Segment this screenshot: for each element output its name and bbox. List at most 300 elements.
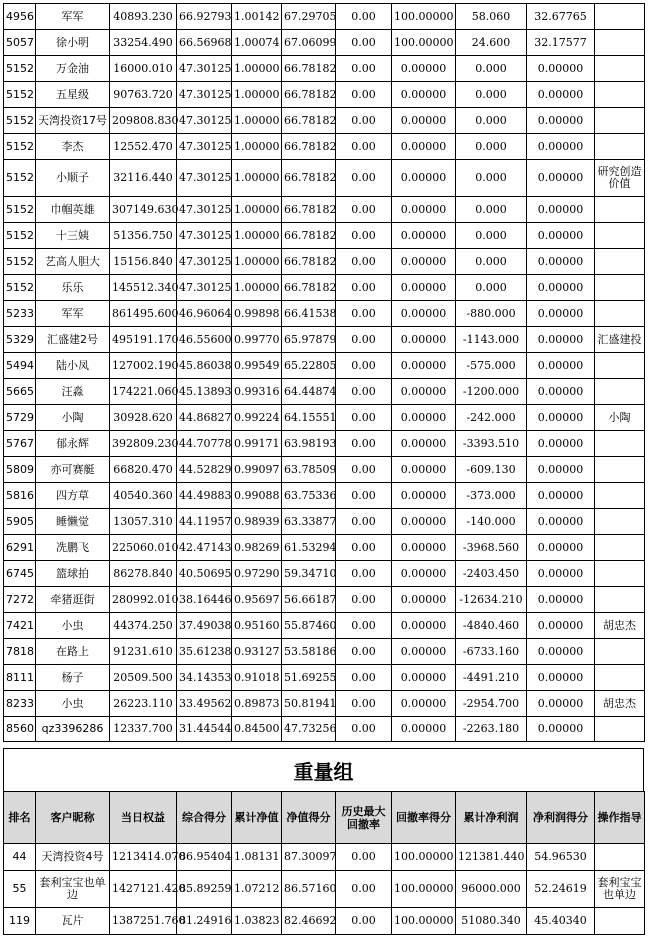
- drawdown-score-cell: 0.00000: [392, 509, 456, 535]
- cumulative-nav-cell: 1.08131: [232, 844, 282, 871]
- net-profit-cell: 0.000: [456, 275, 527, 301]
- profit-score-cell: 0.00000: [527, 431, 595, 457]
- nickname-cell: 小陶: [36, 405, 110, 431]
- drawdown-score-cell: 0.00000: [392, 431, 456, 457]
- net-profit-cell: -609.130: [456, 457, 527, 483]
- drawdown-score-cell: 0.00000: [392, 160, 456, 197]
- cumulative-nav-cell: 0.99316: [232, 379, 282, 405]
- profit-score-cell: 45.40340: [527, 908, 595, 935]
- nickname-cell: 瓦片: [36, 908, 110, 935]
- net-profit-cell: 0.000: [456, 160, 527, 197]
- guidance-cell: [595, 108, 645, 134]
- guidance-cell: [595, 587, 645, 613]
- composite-score-cell: 34.14353: [177, 665, 232, 691]
- max-drawdown-cell: 0.00: [336, 249, 392, 275]
- cumulative-nav-cell: 1.00000: [232, 108, 282, 134]
- profit-score-cell: 0.00000: [527, 327, 595, 353]
- rank-cell: 8233: [4, 691, 36, 717]
- guidance-cell: [595, 197, 645, 223]
- composite-score-cell: 66.92793: [177, 4, 232, 30]
- table-row: [4, 275, 645, 301]
- composite-score-cell: 47.30125: [177, 160, 232, 197]
- cumulative-nav-cell: 1.00000: [232, 82, 282, 108]
- drawdown-score-cell: 0.00000: [392, 535, 456, 561]
- max-drawdown-cell: 0.00: [336, 509, 392, 535]
- cumulative-nav-cell: 0.95160: [232, 613, 282, 639]
- nickname-cell: 徐小明: [36, 30, 110, 56]
- composite-score-cell: 46.55600: [177, 327, 232, 353]
- table-row: [4, 249, 645, 275]
- nav-score-cell: 67.06099: [282, 30, 336, 56]
- guidance-cell: 研究创造价值: [595, 160, 645, 197]
- max-drawdown-cell: 0.00: [336, 134, 392, 160]
- profit-score-cell: 0.00000: [527, 509, 595, 535]
- nav-score-cell: 64.15551: [282, 405, 336, 431]
- rank-cell: 5665: [4, 379, 36, 405]
- table-row: [4, 717, 645, 742]
- drawdown-score-cell: 0.00000: [392, 483, 456, 509]
- profit-score-cell: 0.00000: [527, 82, 595, 108]
- equity-cell: 307149.630: [110, 197, 177, 223]
- guidance-cell: [595, 717, 645, 742]
- nav-score-cell: 47.73256: [282, 717, 336, 742]
- rank-cell: 7421: [4, 613, 36, 639]
- composite-score-cell: 44.52829: [177, 457, 232, 483]
- equity-cell: 90763.720: [110, 82, 177, 108]
- rank-cell: 5152: [4, 82, 36, 108]
- nav-score-cell: 86.57160: [282, 871, 336, 908]
- net-profit-cell: -1200.000: [456, 379, 527, 405]
- table-row: [4, 160, 645, 197]
- rank-cell: 5152: [4, 134, 36, 160]
- max-drawdown-cell: 0.00: [336, 717, 392, 742]
- table-row: [4, 691, 645, 717]
- nav-score-cell: 66.78182: [282, 197, 336, 223]
- cumulative-nav-cell: 0.98269: [232, 535, 282, 561]
- cumulative-nav-cell: 0.99088: [232, 483, 282, 509]
- drawdown-score-cell: 0.00000: [392, 108, 456, 134]
- drawdown-score-cell: 100.00000: [392, 908, 456, 935]
- drawdown-score-cell: 0.00000: [392, 587, 456, 613]
- rank-cell: 55: [4, 871, 36, 908]
- rank-cell: 5494: [4, 353, 36, 379]
- guidance-cell: [595, 275, 645, 301]
- table-row: [4, 665, 645, 691]
- section-title: 重量组: [3, 748, 644, 791]
- table-row: [4, 108, 645, 134]
- nav-score-cell: 66.78182: [282, 134, 336, 160]
- net-profit-cell: -2403.450: [456, 561, 527, 587]
- max-drawdown-cell: 0.00: [336, 871, 392, 908]
- max-drawdown-cell: 0.00: [336, 535, 392, 561]
- equity-cell: 12552.470: [110, 134, 177, 160]
- net-profit-cell: -242.000: [456, 405, 527, 431]
- equity-cell: 1213414.070: [110, 844, 177, 871]
- nav-score-cell: 63.78509: [282, 457, 336, 483]
- nav-score-cell: 56.66187: [282, 587, 336, 613]
- drawdown-score-cell: 0.00000: [392, 56, 456, 82]
- nickname-cell: 艺高人胆大: [36, 249, 110, 275]
- cumulative-nav-cell: 0.89873: [232, 691, 282, 717]
- net-profit-cell: 96000.000: [456, 871, 527, 908]
- equity-cell: 280992.010: [110, 587, 177, 613]
- equity-cell: 86278.840: [110, 561, 177, 587]
- net-profit-cell: -2954.700: [456, 691, 527, 717]
- drawdown-score-cell: 0.00000: [392, 665, 456, 691]
- composite-score-cell: 45.13893: [177, 379, 232, 405]
- nickname-cell: 乐乐: [36, 275, 110, 301]
- table-row: [4, 301, 645, 327]
- max-drawdown-cell: 0.00: [336, 587, 392, 613]
- rank-cell: 7272: [4, 587, 36, 613]
- nickname-cell: 陆小凤: [36, 353, 110, 379]
- nav-score-cell: 55.87460: [282, 613, 336, 639]
- rank-cell: 5233: [4, 301, 36, 327]
- drawdown-score-cell: 0.00000: [392, 223, 456, 249]
- guidance-cell: [595, 908, 645, 935]
- guidance-cell: [595, 509, 645, 535]
- profit-score-cell: 0.00000: [527, 613, 595, 639]
- guidance-cell: [595, 483, 645, 509]
- rank-cell: 5809: [4, 457, 36, 483]
- drawdown-score-cell: 0.00000: [392, 197, 456, 223]
- cumulative-nav-cell: 0.91018: [232, 665, 282, 691]
- table-row: [4, 4, 645, 30]
- net-profit-cell: 0.000: [456, 108, 527, 134]
- net-profit-cell: -1143.000: [456, 327, 527, 353]
- nav-score-cell: 61.53294: [282, 535, 336, 561]
- guidance-cell: [595, 639, 645, 665]
- rank-cell: 5767: [4, 431, 36, 457]
- composite-score-cell: 47.30125: [177, 134, 232, 160]
- guidance-cell: [595, 431, 645, 457]
- table-row: [4, 639, 645, 665]
- header-cumulative-nav: 累计净值: [232, 792, 282, 844]
- rank-cell: 5152: [4, 275, 36, 301]
- net-profit-cell: -373.000: [456, 483, 527, 509]
- equity-cell: 51356.750: [110, 223, 177, 249]
- cumulative-nav-cell: 1.00000: [232, 56, 282, 82]
- table-row: [4, 844, 645, 871]
- cumulative-nav-cell: 1.00074: [232, 30, 282, 56]
- equity-cell: 861495.600: [110, 301, 177, 327]
- cumulative-nav-cell: 0.97290: [232, 561, 282, 587]
- net-profit-cell: -3393.510: [456, 431, 527, 457]
- table-row: [4, 908, 645, 935]
- drawdown-score-cell: 0.00000: [392, 275, 456, 301]
- profit-score-cell: 0.00000: [527, 353, 595, 379]
- max-drawdown-cell: 0.00: [336, 665, 392, 691]
- composite-score-cell: 81.24916: [177, 908, 232, 935]
- equity-cell: 66820.470: [110, 457, 177, 483]
- table-row: [4, 56, 645, 82]
- drawdown-score-cell: 0.00000: [392, 327, 456, 353]
- max-drawdown-cell: 0.00: [336, 30, 392, 56]
- profit-score-cell: 0.00000: [527, 457, 595, 483]
- table-row: [4, 30, 645, 56]
- table-row: [4, 509, 645, 535]
- equity-cell: 40540.360: [110, 483, 177, 509]
- rank-cell: 5905: [4, 509, 36, 535]
- drawdown-score-cell: 0.00000: [392, 457, 456, 483]
- composite-score-cell: 38.16446: [177, 587, 232, 613]
- nickname-cell: 小虫: [36, 691, 110, 717]
- profit-score-cell: 0.00000: [527, 639, 595, 665]
- nickname-cell: 亦可赛艇: [36, 457, 110, 483]
- net-profit-cell: 51080.340: [456, 908, 527, 935]
- guidance-cell: [595, 249, 645, 275]
- rank-cell: 5152: [4, 197, 36, 223]
- cumulative-nav-cell: 1.00000: [232, 275, 282, 301]
- header-composite-score: 综合得分: [177, 792, 232, 844]
- guidance-cell: [595, 30, 645, 56]
- composite-score-cell: 37.49038: [177, 613, 232, 639]
- profit-score-cell: 0.00000: [527, 197, 595, 223]
- net-profit-cell: 121381.440: [456, 844, 527, 871]
- cumulative-nav-cell: 0.99770: [232, 327, 282, 353]
- drawdown-score-cell: 100.00000: [392, 844, 456, 871]
- composite-score-cell: 47.30125: [177, 82, 232, 108]
- nickname-cell: 小虫: [36, 613, 110, 639]
- drawdown-score-cell: 0.00000: [392, 301, 456, 327]
- nav-score-cell: 65.97879: [282, 327, 336, 353]
- guidance-cell: [595, 665, 645, 691]
- profit-score-cell: 0.00000: [527, 56, 595, 82]
- rank-cell: 8560: [4, 717, 36, 742]
- guidance-cell: 小陶: [595, 405, 645, 431]
- drawdown-score-cell: 0.00000: [392, 717, 456, 742]
- rank-cell: 5152: [4, 108, 36, 134]
- net-profit-cell: -12634.210: [456, 587, 527, 613]
- nav-score-cell: 63.98193: [282, 431, 336, 457]
- nickname-cell: 军军: [36, 4, 110, 30]
- cumulative-nav-cell: 0.99549: [232, 353, 282, 379]
- net-profit-cell: 0.000: [456, 249, 527, 275]
- max-drawdown-cell: 0.00: [336, 431, 392, 457]
- cumulative-nav-cell: 0.99097: [232, 457, 282, 483]
- max-drawdown-cell: 0.00: [336, 223, 392, 249]
- table-row: [4, 561, 645, 587]
- ranking-table-heavy-group: [3, 791, 645, 935]
- rank-cell: 5057: [4, 30, 36, 56]
- net-profit-cell: -4491.210: [456, 665, 527, 691]
- net-profit-cell: 24.600: [456, 30, 527, 56]
- net-profit-cell: -3968.560: [456, 535, 527, 561]
- composite-score-cell: 45.86038: [177, 353, 232, 379]
- guidance-cell: 套利宝宝也单边: [595, 871, 645, 908]
- profit-score-cell: 0.00000: [527, 561, 595, 587]
- net-profit-cell: -880.000: [456, 301, 527, 327]
- nav-score-cell: 66.78182: [282, 275, 336, 301]
- nickname-cell: 郁永辉: [36, 431, 110, 457]
- net-profit-cell: -4840.460: [456, 613, 527, 639]
- max-drawdown-cell: 0.00: [336, 379, 392, 405]
- nickname-cell: 天湾投资17号: [36, 108, 110, 134]
- rank-cell: 5329: [4, 327, 36, 353]
- profit-score-cell: 0.00000: [527, 535, 595, 561]
- table-row: [4, 82, 645, 108]
- max-drawdown-cell: 0.00: [336, 301, 392, 327]
- composite-score-cell: 47.30125: [177, 108, 232, 134]
- rank-cell: 5816: [4, 483, 36, 509]
- max-drawdown-cell: 0.00: [336, 457, 392, 483]
- profit-score-cell: 0.00000: [527, 301, 595, 327]
- guidance-cell: [595, 535, 645, 561]
- equity-cell: 1387251.760: [110, 908, 177, 935]
- equity-cell: 145512.340: [110, 275, 177, 301]
- equity-cell: 392809.230: [110, 431, 177, 457]
- composite-score-cell: 47.30125: [177, 197, 232, 223]
- composite-score-cell: 46.96064: [177, 301, 232, 327]
- profit-score-cell: 0.00000: [527, 108, 595, 134]
- composite-score-cell: 47.30125: [177, 249, 232, 275]
- equity-cell: 26223.110: [110, 691, 177, 717]
- nickname-cell: 杨子: [36, 665, 110, 691]
- table-row: [4, 353, 645, 379]
- table-row: [4, 223, 645, 249]
- net-profit-cell: 0.000: [456, 56, 527, 82]
- equity-cell: 209808.830: [110, 108, 177, 134]
- max-drawdown-cell: 0.00: [336, 353, 392, 379]
- max-drawdown-cell: 0.00: [336, 483, 392, 509]
- cumulative-nav-cell: 0.84500: [232, 717, 282, 742]
- drawdown-score-cell: 100.00000: [392, 30, 456, 56]
- nav-score-cell: 63.75336: [282, 483, 336, 509]
- nickname-cell: 睡懒觉: [36, 509, 110, 535]
- equity-cell: 32116.440: [110, 160, 177, 197]
- cumulative-nav-cell: 0.99898: [232, 301, 282, 327]
- profit-score-cell: 54.96530: [527, 844, 595, 871]
- equity-cell: 1427121.420: [110, 871, 177, 908]
- composite-score-cell: 44.70778: [177, 431, 232, 457]
- header-rank: 排名: [4, 792, 36, 844]
- equity-cell: 13057.310: [110, 509, 177, 535]
- header-drawdown-score: 回撤率得分: [392, 792, 456, 844]
- table-row: [4, 134, 645, 160]
- table-row: [4, 379, 645, 405]
- nav-score-cell: 64.44874: [282, 379, 336, 405]
- max-drawdown-cell: 0.00: [336, 561, 392, 587]
- equity-cell: 15156.840: [110, 249, 177, 275]
- nav-score-cell: 67.29705: [282, 4, 336, 30]
- composite-score-cell: 47.30125: [177, 56, 232, 82]
- drawdown-score-cell: 0.00000: [392, 249, 456, 275]
- rank-cell: 5152: [4, 249, 36, 275]
- rank-cell: 5152: [4, 56, 36, 82]
- ranking-table-top: [3, 3, 645, 742]
- guidance-cell: [595, 844, 645, 871]
- max-drawdown-cell: 0.00: [336, 691, 392, 717]
- guidance-cell: 胡忠杰: [595, 613, 645, 639]
- net-profit-cell: 58.060: [456, 4, 527, 30]
- cumulative-nav-cell: 1.00000: [232, 197, 282, 223]
- table-row: [4, 613, 645, 639]
- nickname-cell: 四方草: [36, 483, 110, 509]
- guidance-cell: 汇盛建投: [595, 327, 645, 353]
- profit-score-cell: 0.00000: [527, 160, 595, 197]
- cumulative-nav-cell: 0.99171: [232, 431, 282, 457]
- equity-cell: 495191.170: [110, 327, 177, 353]
- drawdown-score-cell: 0.00000: [392, 82, 456, 108]
- max-drawdown-cell: 0.00: [336, 405, 392, 431]
- nickname-cell: 汪淼: [36, 379, 110, 405]
- nav-score-cell: 53.58186: [282, 639, 336, 665]
- max-drawdown-cell: 0.00: [336, 197, 392, 223]
- table-row: [4, 535, 645, 561]
- table-row: [4, 327, 645, 353]
- equity-cell: 12337.700: [110, 717, 177, 742]
- cumulative-nav-cell: 1.00000: [232, 223, 282, 249]
- max-drawdown-cell: 0.00: [336, 639, 392, 665]
- equity-cell: 33254.490: [110, 30, 177, 56]
- cumulative-nav-cell: 1.00000: [232, 249, 282, 275]
- nickname-cell: 小顺子: [36, 160, 110, 197]
- cumulative-nav-cell: 0.98939: [232, 509, 282, 535]
- max-drawdown-cell: 0.00: [336, 327, 392, 353]
- nav-score-cell: 87.30097: [282, 844, 336, 871]
- equity-cell: 16000.010: [110, 56, 177, 82]
- header-guidance: 操作指导: [595, 792, 645, 844]
- guidance-cell: [595, 561, 645, 587]
- profit-score-cell: 0.00000: [527, 249, 595, 275]
- guidance-cell: [595, 457, 645, 483]
- nav-score-cell: 50.81941: [282, 691, 336, 717]
- profit-score-cell: 0.00000: [527, 275, 595, 301]
- rank-cell: 6745: [4, 561, 36, 587]
- rank-cell: 5729: [4, 405, 36, 431]
- net-profit-cell: -2263.180: [456, 717, 527, 742]
- composite-score-cell: 44.11957: [177, 509, 232, 535]
- drawdown-score-cell: 0.00000: [392, 353, 456, 379]
- equity-cell: 91231.610: [110, 639, 177, 665]
- drawdown-score-cell: 0.00000: [392, 405, 456, 431]
- drawdown-score-cell: 100.00000: [392, 4, 456, 30]
- nav-score-cell: 66.78182: [282, 223, 336, 249]
- guidance-cell: [595, 4, 645, 30]
- drawdown-score-cell: 0.00000: [392, 639, 456, 665]
- cumulative-nav-cell: 1.03823: [232, 908, 282, 935]
- composite-score-cell: 31.44544: [177, 717, 232, 742]
- nav-score-cell: 66.78182: [282, 160, 336, 197]
- composite-score-cell: 44.86827: [177, 405, 232, 431]
- nickname-cell: 巾帼英雄: [36, 197, 110, 223]
- max-drawdown-cell: 0.00: [336, 4, 392, 30]
- profit-score-cell: 0.00000: [527, 665, 595, 691]
- profit-score-cell: 0.00000: [527, 483, 595, 509]
- table-row: [4, 871, 645, 908]
- max-drawdown-cell: 0.00: [336, 56, 392, 82]
- equity-cell: 40893.230: [110, 4, 177, 30]
- max-drawdown-cell: 0.00: [336, 908, 392, 935]
- equity-cell: 174221.060: [110, 379, 177, 405]
- nickname-cell: 十三姨: [36, 223, 110, 249]
- equity-cell: 127002.190: [110, 353, 177, 379]
- cumulative-nav-cell: 0.99224: [232, 405, 282, 431]
- profit-score-cell: 0.00000: [527, 223, 595, 249]
- composite-score-cell: 35.61238: [177, 639, 232, 665]
- equity-cell: 20509.500: [110, 665, 177, 691]
- table-row: [4, 197, 645, 223]
- nav-score-cell: 51.69255: [282, 665, 336, 691]
- nickname-cell: 天湾投资4号: [36, 844, 110, 871]
- composite-score-cell: 47.30125: [177, 275, 232, 301]
- nav-score-cell: 66.78182: [282, 249, 336, 275]
- rank-cell: 4956: [4, 4, 36, 30]
- equity-cell: 225060.010: [110, 535, 177, 561]
- max-drawdown-cell: 0.00: [336, 108, 392, 134]
- table-row: [4, 405, 645, 431]
- guidance-cell: [595, 353, 645, 379]
